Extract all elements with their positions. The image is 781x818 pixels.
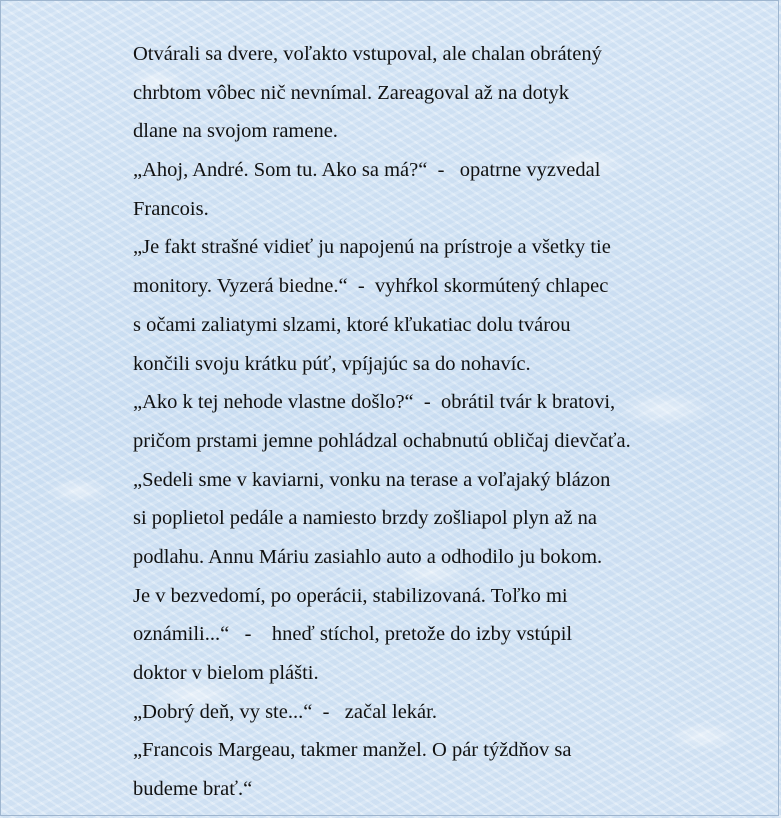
text-line: „Je fakt strašné vidieť ju napojenú na prístroje a všetky tie	[133, 236, 611, 259]
text-line: budeme brať.“	[133, 778, 253, 801]
text-line: monitory. Vyzerá biedne.“ - vyhŕkol skormútený chlapec	[133, 275, 609, 298]
text-line: pričom prstami jemne pohládzal ochabnutú obličaj dievčaťa.	[133, 429, 631, 452]
text-line: Francois.	[133, 197, 209, 220]
text-line: „Francois Margeau, takmer manžel. O pár týždňov sa	[133, 739, 572, 762]
story-text	[133, 35, 713, 809]
text-line: „Sedeli sme v kaviarni, vonku na terase a voľajaký blázon	[133, 468, 611, 491]
text-line: končili svoju krátku púť, vpíjajúc sa do nohavíc.	[133, 352, 531, 375]
text-line: si poplietol pedále a namiesto brzdy zošliapol plyn až na	[133, 507, 597, 530]
text-line: podlahu. Annu Máriu zasiahlo auto a odhodilo ju bokom.	[133, 545, 603, 568]
text-line: Otvárali sa dvere, voľakto vstupoval, ale chalan obrátený	[133, 43, 602, 65]
text-line: „Ako k tej nehode vlastne došlo?“ - obrátil tvár k bratovi,	[133, 391, 616, 414]
text-line: oznámili...“ - hneď stíchol, pretože do izby vstúpil	[133, 623, 573, 646]
text-line: „Ahoj, André. Som tu. Ako sa má?“ - opatrne vyzvedal	[133, 159, 601, 182]
text-line: Je v bezvedomí, po operácii, stabilizovaná. Toľko mi	[133, 584, 568, 607]
text-line: „Dobrý deň, vy ste...“ - začal lekár.	[133, 700, 437, 723]
text-line: s očami zaliatymi slzami, ktoré kľukatiac dolu tvárou	[133, 313, 571, 336]
text-line: doktor v bielom plášti.	[133, 662, 319, 684]
text-line: dlane na svojom ramene.	[133, 120, 338, 143]
text-line: chrbtom vôbec nič nevnímal. Zareagoval až na dotyk	[133, 81, 570, 104]
